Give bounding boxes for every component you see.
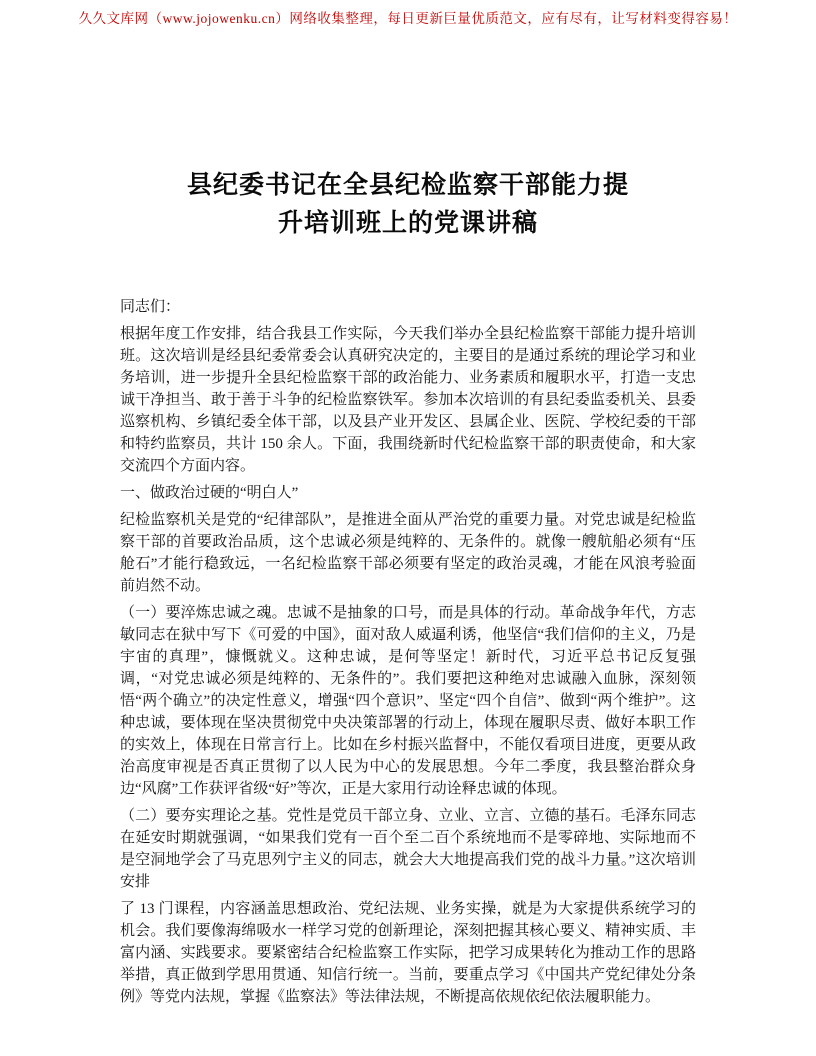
- document-body: [120, 296, 696, 1008]
- document-title-line-1: 县纪委书记在全县纪检监察干部能力提: [186, 171, 629, 199]
- site-watermark-notice: 久久文库网（www.jojowenku.cn）网络收集整理，每日更新巨量优质范文，应有尽有，让写材料变得容易！: [78, 11, 738, 26]
- section-heading-1: 一、做政治过硬的“明白人”: [120, 485, 299, 501]
- paragraph-intro: 根据年度工作安排，结合我县工作实际，今天我们举办全县纪检监察干部能力提升培训班。这次培训是经县纪委常委会认真研究决定的，主要目的是通过系统的理论学习和业务培训，进一步提升全县纪检监察干部的政治能力、业务素质和履职水平，打造一支忠诚干净担当、敢于善于斗争的纪检监察铁军。参加本次培训的有县纪委监委机关、县委巡察机构、乡镇纪委全体干部，以及县产业开发区、县属企业、医院、学校纪委的干部和特约监察员，共计 150 余人。下面，我围绕新时代纪检监察干部的职责使命，和大家交流四个方面内容。: [120, 326, 696, 474]
- document-title: [120, 166, 696, 242]
- paragraph-point-2-part-2: 了 13 门课程，内容涵盖思想政治、党纪法规、业务实操，就是为大家提供系统学习的机会。我们要像海绵吸水一样学习党的创新理论，深刻把握其核心要义、精神实质、丰富内涵、实践要求。要紧密结合纪检监察工作实际，把学习成果转化为推动工作的思路举措，真正做到学思用贯通、知信行统一。当前，要重点学习《中国共产党纪律处分条例》等党内法规，掌握《监察法》等法律法规，不断提高依规依纪依法履职能力。: [120, 901, 696, 1005]
- paragraph-section-1-lead: 纪检监察机关是党的“纪律部队”，是推进全面从严治党的重要力量。对党忠诚是纪检监察干部的首要政治品质，这个忠诚必须是纯粹的、无条件的。就像一艘航船必须有“压舱石”才能行稳致远，一名纪检监察干部必须要有坚定的政治灵魂，才能在风浪考验面前岿然不动。: [120, 512, 696, 594]
- paragraph-salutation: 同志们：: [120, 299, 181, 315]
- paragraph-point-1: （一）要淬炼忠诚之魂。忠诚不是抽象的口号，而是具体的行动。革命战争年代，方志敏同志在狱中写下《可爱的中国》，面对敌人威逼利诱，他坚信“我们信仰的主义，乃是宇宙的真理”，慷慨就义。这种忠诚，是何等坚定！新时代，习近平总书记反复强调，“对党忠诚必须是纯粹的、无条件的”。我们要把这种绝对忠诚融入血脉，深刻领悟“两个确立”的决定性意义，增强“四个意识”、坚定“四个自信”、做到“两个维护”。这种忠诚，要体现在坚决贯彻党中央决策部署的行动上，体现在履职尽责、做好本职工作的实效上，体现在日常言行上。比如在乡村振兴监督中，不能仅看项目进度，更要从政治高度审视是否真正贯彻了以人民为中心的发展思想。今年二季度，我县整治群众身边“风腐”工作获评省级“好”等次，正是大家用行动诠释忠诚的体现。: [120, 605, 696, 797]
- document-title-line-2: 升培训班上的党课讲稿: [277, 209, 538, 237]
- paragraph-point-2-part-1: （二）要夯实理论之基。党性是党员干部立身、立业、立言、立德的基石。毛泽东同志在延安时期就强调，“如果我们党有一百个至二百个系统地而不是零碎地、实际地而不是空洞地学会了马克思列宁主义的同志，就会大大地提高我们党的战斗力量。”这次培训安排: [120, 808, 696, 890]
